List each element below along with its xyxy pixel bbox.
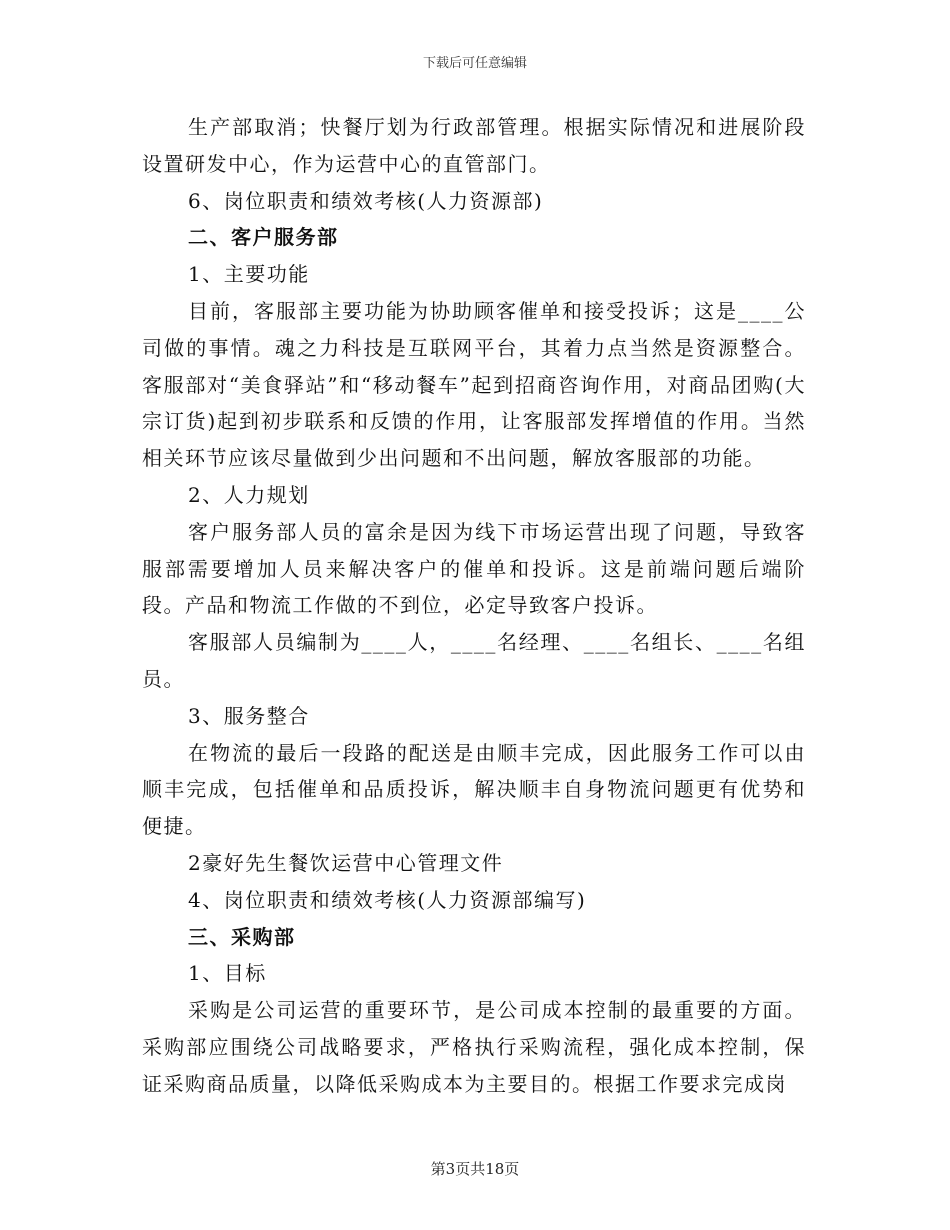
section-item-heading: 3、服务整合 [188,703,310,728]
section-heading: 三、采购部 [188,924,296,949]
page-header: 下载后可任意编辑 [422,56,527,71]
paragraph: 生产部取消；快餐厅划为行政部管理。根据实际情况和进展阶段设置研发中心，作为运营中心的直管部门。 [142,115,806,176]
section-heading: 二、客户服务部 [188,225,339,250]
paragraph: 客服部人员编制为____人，____名经理、____名组长、____名组员。 [142,630,806,691]
section-item-heading: 1、目标 [188,961,267,986]
document-title-line: 2豪好先生餐饮运营中心管理文件 [188,850,504,875]
section-item-heading: 1、主要功能 [188,262,310,287]
section-item-heading: 6、岗位职责和绩效考核(人力资源部) [188,188,544,213]
paragraph: 在物流的最后一段路的配送是由顺丰完成，因此服务工作可以由顺丰完成，包括催单和品质投诉，解决顺丰自身物流问题更有优势和便捷。 [142,740,806,839]
paragraph: 采购是公司运营的重要环节，是公司成本控制的最重要的方面。采购部应围绕公司战略要求，严格执行采购流程，强化成本控制，保证采购商品质量，以降低采购成本为主要目的。根据工作要求完成岗 [142,998,806,1096]
paragraph: 客户服务部人员的富余是因为线下市场运营出现了问题，导致客服部需要增加人员来解决客户的催单和投诉。这是前端问题后端阶段。产品和物流工作做的不到位，必定导致客户投诉。 [142,519,806,618]
paragraph: 目前，客服部主要功能为协助顾客催单和接受投诉；这是____公司做的事情。魂之力科技是互联网平台，其着力点当然是资源整合。客服部对“美食驿站”和“移动餐车”起到招商咨询作用，对商品团购(大宗订货)起到初步联系和反馈的作用，让客服部发挥增值的作用。当然相关环节应该尽量做到少出问题和不出问题，解放客服部的功能。 [142,298,806,471]
section-item-heading: 4、岗位职责和绩效考核(人力资源部编写) [188,887,587,912]
section-item-heading: 2、人力规划 [188,482,310,507]
page-footer: 第3页共18页 [430,1160,520,1178]
document-body [142,109,806,1103]
